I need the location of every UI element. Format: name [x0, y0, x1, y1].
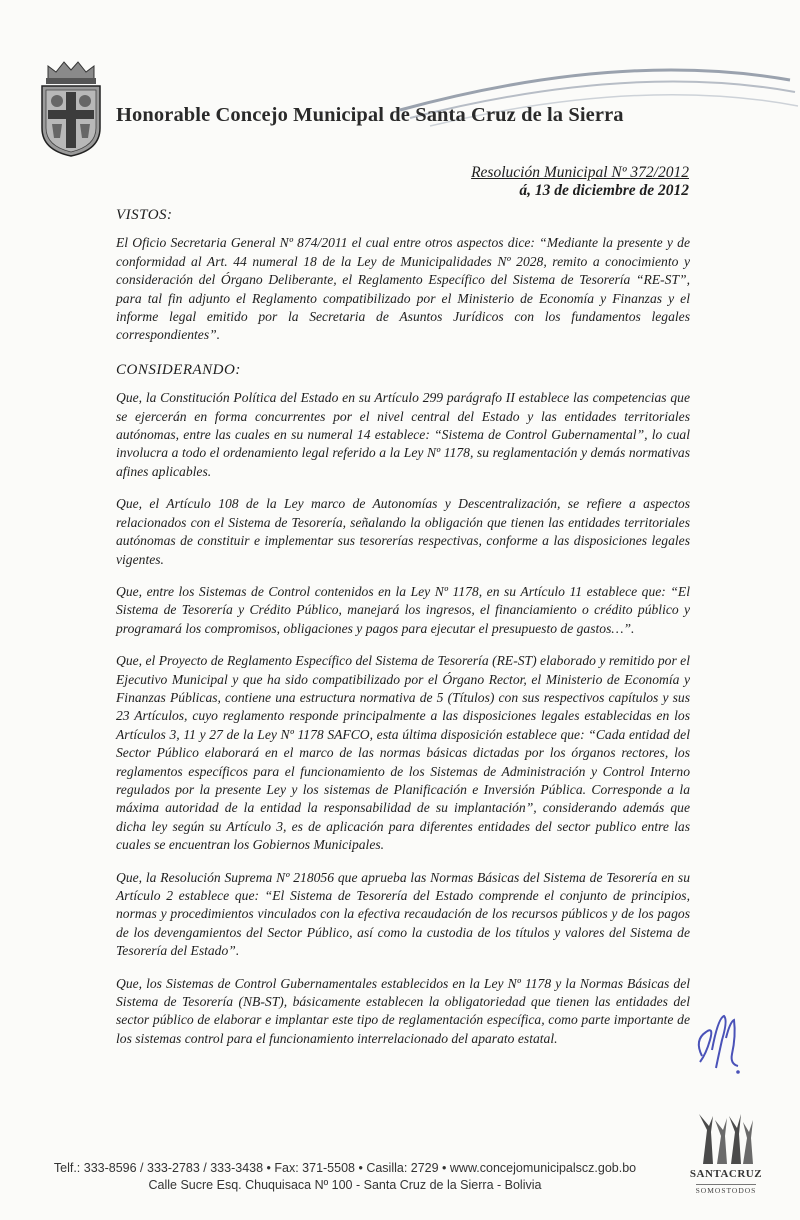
footer — [40, 1160, 650, 1194]
considerando-paragraph: Que, el Proyecto de Reglamento Específico del Sistema de Tesorería (RE-ST) elaborado y remitido por el Ejecutivo Municipal y que ha sido compatibilizado por el Órgano Rector, el Ministerio de Economía y Finanzas Públicas, contiene una estructura normativa de 5 (Títulos) con sus respectivos capítulos y sus 23 Artículos, cuyo reglamento responde principalmente a las disposiciones legales establecidas en los Artículos 3, 11 y 27 de la Ley Nº 1178 SAFCO, esta última disposición establece que: “Cada entidad del Sector Público elaborará en el marco de las normas básicas dictadas por los órganos rectores, los reglamentos específicos para el funcionamiento de los Sistemas de Administración y Control Interno regulados por la presente Ley y los sistemas de Planificación e Inversión Pública. Corresponde a la máxima autoridad de la entidad la responsabilidad de su implantación”, considerando además que dicha ley según su Artículo 3, es de aplicación para diferentes entidades del sector publico entre las cuales se encuentran los Gobiernos Municipales. — [116, 653, 690, 853]
handwritten-signature — [688, 1010, 744, 1076]
document-body — [116, 206, 690, 1062]
considerando-heading: CONSIDERANDO: — [116, 361, 241, 378]
footer-address: Calle Sucre Esq. Chuquisaca Nº 100 - Santa Cruz de la Sierra - Bolivia — [148, 1178, 542, 1192]
resolution-number: Resolución Municipal Nº 372/2012 — [471, 164, 689, 181]
people-figures-icon — [695, 1108, 757, 1166]
resolution-block — [471, 164, 689, 200]
santa-cruz-logo — [688, 1108, 764, 1208]
considerando-paragraph: Que, la Resolución Suprema Nº 218056 que aprueba las Normas Básicas del Sistema de Tesorería en su Artículo 2 establece que: “El Sistema de Tesorería del Estado comprende el conjunto de principios, normas y procedimientos vinculados con la efectiva recaudación de los recursos públicos y de los pagos de los devengamientos del Sector Público, así como la custodia de los títulos y valores del Sistema de Tesorería del Estado”. — [116, 869, 690, 959]
considerando-paragraph: Que, la Constitución Política del Estado en su Artículo 299 parágrafo II establece las competencias que se ejercerán en forma concurrentes por el nivel central del Estado y las entidades territoriales autónomas, entre las cuales en su numeral 14 establece: “Sistema de Control Gubernamental”, lo cual involucra a todo el ordenamiento legal referido a la Ley Nº 1178, su reglamentación y demás normativas afines aplicables. — [116, 390, 690, 479]
brand-name: SANTACRUZ — [689, 1168, 763, 1180]
considerando-paragraph: Que, los Sistemas de Control Gubernamentales establecidos en la Ley Nº 1178 y la Normas Básicas del Sistema de Tesorería (NB-ST), básicamente establecen la obligatoriedad que tienen las entidades del sector público de elaborar e implantar este tipo de reglamentación específica, como parte importante de los sistemas control para el funcionamiento interrelacionado del aparato estatal. — [116, 975, 690, 1046]
footer-contact: Telf.: 333-8596 / 333-2783 / 333-3438 • Fax: 371-5508 • Casilla: 2729 • www.concejomunicipalscz.gob.bo — [53, 1161, 637, 1175]
organization-title: Honorable Concejo Municipal de Santa Cruz de la Sierra — [116, 104, 624, 126]
considerando-paragraph: Que, el Artículo 108 de la Ley marco de Autonomías y Descentralización, se refiere a aspectos relacionados con el Sistema de Tesorería, señalando la obligación que tienen las entidades territoriales autónomas de constituir e implementar sus tesorerías respectivas, conforme a las disposiciones legales vigentes. — [116, 496, 690, 567]
coat-of-arms-icon — [36, 58, 106, 158]
resolution-date: á, 13 de diciembre de 2012 — [519, 182, 689, 199]
brand-tagline: SOMOSTODOS — [695, 1186, 757, 1195]
vistos-paragraph: El Oficio Secretaria General Nº 874/2011 el cual entre otros aspectos dice: “Mediante la presente y de conformidad al Art. 44 numeral 18 de la Ley de Municipalidades Nº 2028, remito a conocimiento y consideración del Órgano Deliberante, el Reglamento Específico del Sistema de Tesorería “RE-ST”, para tal fin adjunto el Reglamento compatibilizado por el Ministerio de Economía y Finanzas y el informe legal emitido por la Secretaria de Asuntos Jurídicos con los fundamentos legales correspondientes”. — [116, 235, 690, 343]
vistos-heading: VISTOS: — [116, 207, 173, 223]
considerando-paragraph: Que, entre los Sistemas de Control contenidos en la Ley Nº 1178, en su Artículo 11 establece que: “El Sistema de Tesorería y Crédito Público, manejará los ingresos, el financiamiento o crédito público y programará los compromisos, obligaciones y pagos para ejecutar el presupuesto de gastos…”. — [116, 583, 690, 636]
